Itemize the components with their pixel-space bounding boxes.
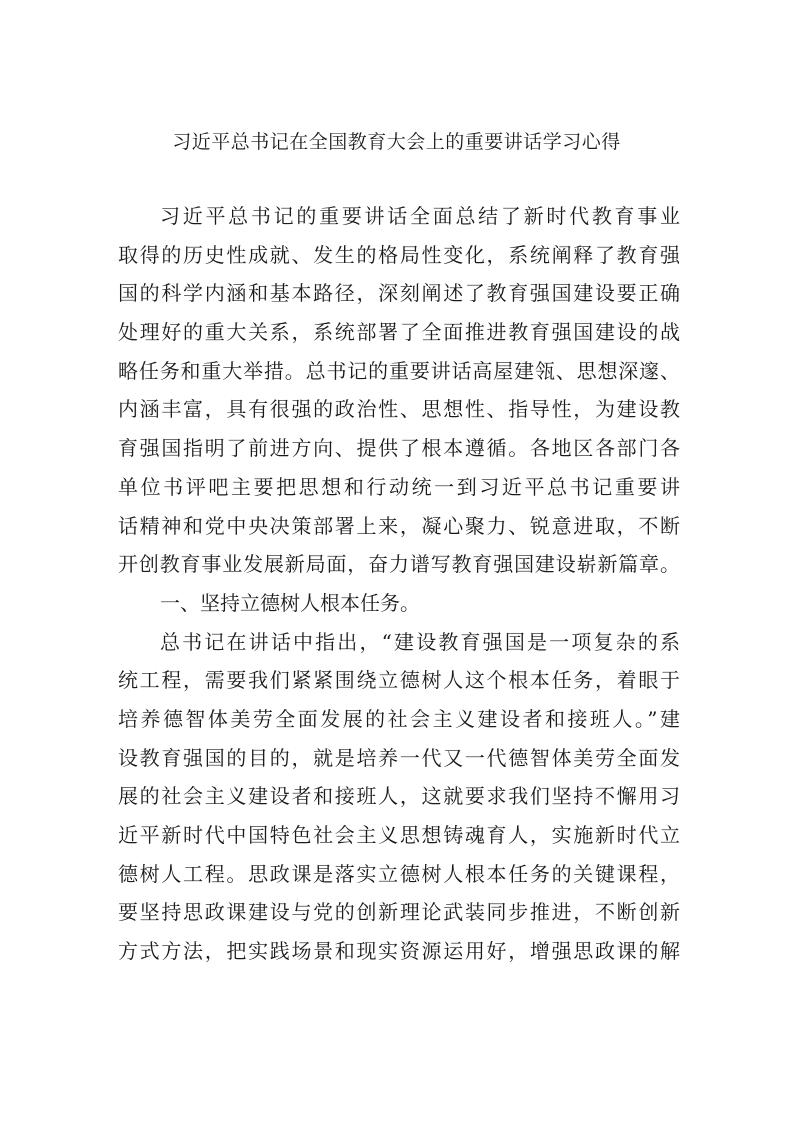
paragraph-line: 总书记在讲话中指出，“建设教育强国是一项复杂的系 (160, 629, 680, 654)
paragraph-line: 内涵丰富，具有很强的政治性、思想性、指导性，为建设教 (118, 397, 680, 422)
section-heading: 一、坚持立德树人根本任务。 (160, 590, 420, 615)
paragraph-line: 育强国指明了前进方向、提供了根本遵循。各地区各部门各 (118, 436, 680, 461)
paragraph-line: 统工程，需要我们紧紧围绕立德树人这个根本任务，着眼于 (118, 668, 680, 693)
paragraph-line: 近平新时代中国特色社会主义思想铸魂育人，实施新时代立 (118, 823, 680, 847)
paragraph-line: 展的社会主义建设者和接班人，这就要求我们坚持不懈用习 (118, 784, 680, 809)
paragraph-line: 取得的历史性成就、发生的格局性变化，系统阐释了教育强 (118, 242, 680, 267)
paragraph-line: 话精神和党中央决策部署上来，凝心聚力、锐意进取，不断 (118, 513, 680, 538)
document-title: 习近平总书记在全国教育大会上的重要讲话学习心得 (172, 131, 621, 153)
paragraph-line: 单位书评吧主要把思想和行动统一到习近平总书记重要讲 (118, 474, 680, 499)
paragraph-line: 开创教育事业发展新局面，奋力谱写教育强国建设崭新篇章。 (118, 552, 680, 577)
paragraph-line: 习近平总书记的重要讲话全面总结了新时代教育事业 (160, 204, 680, 228)
paragraph-line: 方式方法，把实践场景和现实资源运用好，增强思政课的解 (118, 939, 680, 964)
paragraph-line: 设教育强国的目的，就是培养一代又一代德智体美劳全面发 (118, 745, 680, 770)
paragraph-line: 培养德智体美劳全面发展的社会主义建设者和接班人。”建 (118, 706, 680, 731)
paragraph-line: 德树人工程。思政课是落实立德树人根本任务的关键课程， (118, 861, 680, 886)
paragraph-line: 略任务和重大举措。总书记的重要讲话高屋建瓴、思想深邃、 (118, 358, 680, 383)
paragraph-line: 处理好的重大关系，系统部署了全面推进教育强国建设的战 (118, 320, 680, 345)
document-body (118, 197, 680, 971)
paragraph-line: 要坚持思政课建设与党的创新理论武装同步推进，不断创新 (118, 900, 680, 925)
paragraph-line: 国的科学内涵和基本路径，深刻阐述了教育强国建设要正确 (118, 281, 680, 306)
